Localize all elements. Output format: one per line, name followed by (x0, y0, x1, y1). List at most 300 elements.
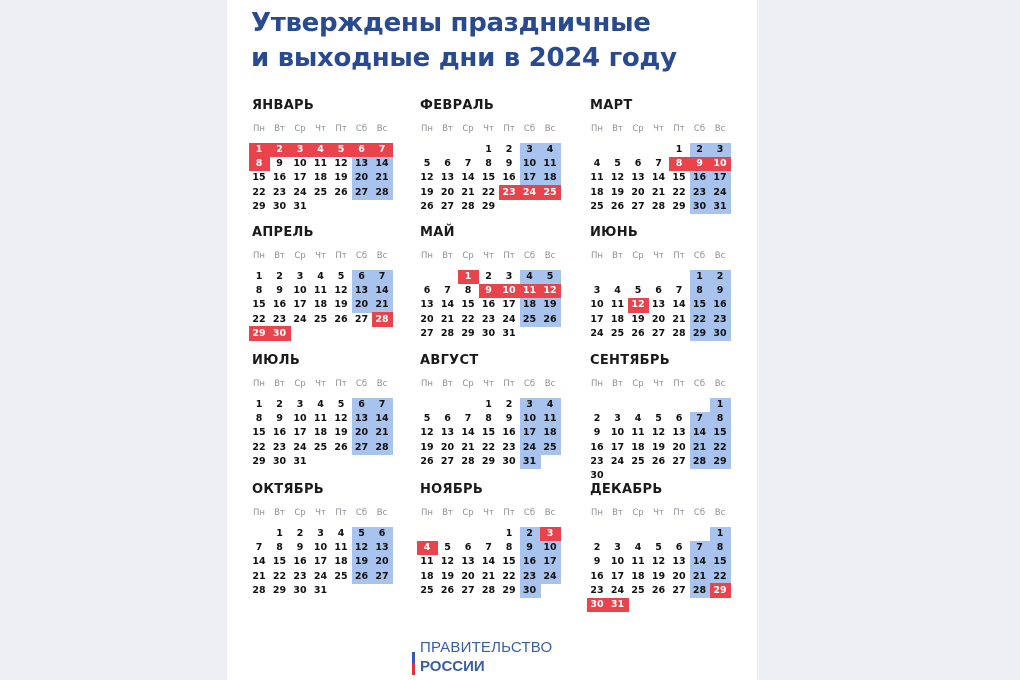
calendar-day: 20 (420, 313, 434, 325)
weekday-label: Ср (462, 379, 474, 389)
calendar-day: 31 (293, 455, 307, 467)
calendar-day: 2 (276, 271, 283, 282)
calendar-day: 30 (522, 584, 537, 596)
calendar-day: 14 (375, 285, 389, 297)
calendar-day: 2 (716, 271, 724, 282)
calendar-day: 28 (672, 327, 686, 339)
month-name: СЕНТЯБРЬ (590, 353, 670, 368)
month-1 (249, 98, 399, 218)
calendar-day: 11 (543, 413, 557, 425)
calendar-day: 27 (440, 455, 455, 467)
calendar-day: 23 (692, 186, 707, 198)
calendar-day: 3 (614, 413, 621, 425)
calendar-day: 26 (651, 455, 666, 467)
calendar-day: 1 (675, 144, 683, 155)
calendar-day: 31 (610, 599, 625, 610)
calendar-day: 4 (546, 144, 554, 155)
calendar-day: 5 (614, 158, 621, 170)
calendar-day: 18 (543, 172, 557, 184)
calendar-day: 12 (354, 542, 369, 554)
calendar-day: 27 (354, 186, 369, 198)
calendar-day: 28 (375, 313, 389, 325)
calendar-day: 30 (272, 455, 287, 467)
calendar-day: 28 (651, 200, 666, 212)
logo-line-2: РОССИИ (420, 658, 485, 675)
calendar-day: 14 (651, 172, 666, 184)
weekday-label: Пт (673, 508, 685, 518)
calendar-day: 18 (313, 427, 328, 439)
calendar-day: 22 (252, 441, 266, 453)
calendar-day: 5 (655, 542, 662, 554)
calendar-day: 25 (590, 200, 604, 212)
calendar-day: 20 (672, 441, 686, 453)
calendar-day: 21 (651, 186, 666, 198)
calendar-day: 11 (543, 158, 557, 170)
calendar-day: 10 (522, 158, 537, 170)
month-name: ФЕВРАЛЬ (420, 98, 495, 113)
calendar-day: 27 (354, 313, 369, 325)
calendar-day: 5 (423, 413, 431, 425)
calendar-day: 19 (420, 186, 434, 198)
calendar-day: 31 (313, 584, 328, 596)
calendar-day: 10 (293, 158, 307, 170)
calendar-day: 29 (272, 584, 287, 596)
calendar-day: 3 (526, 399, 533, 410)
calendar-day: 29 (252, 327, 266, 339)
calendar-day: 2 (505, 399, 513, 410)
calendar-day: 8 (716, 542, 724, 554)
weekday-label: Чт (653, 379, 664, 389)
calendar-day: 21 (375, 172, 389, 184)
calendar-day: 15 (461, 299, 475, 311)
calendar-day: 8 (716, 413, 724, 425)
calendar-day: 8 (255, 285, 263, 297)
calendar-day: 18 (334, 556, 348, 568)
calendar-day: 4 (526, 271, 533, 282)
calendar-day: 23 (293, 570, 307, 582)
calendar-day: 2 (505, 144, 513, 155)
calendar-day: 21 (461, 186, 475, 198)
calendar-day: 17 (610, 441, 625, 453)
calendar-day: 5 (634, 285, 642, 297)
calendar-day: 14 (461, 172, 475, 184)
calendar-day: 8 (485, 158, 492, 170)
calendar-day: 21 (481, 570, 496, 582)
month-name: НОЯБРЬ (420, 482, 484, 497)
calendar-day: 12 (610, 172, 625, 184)
weekday-label: Сб (693, 379, 706, 389)
weekday-label: Ср (632, 379, 644, 389)
weekday-label: Сб (523, 379, 536, 389)
calendar-day: 7 (696, 542, 703, 554)
calendar-day: 21 (672, 313, 686, 325)
weekday-label: Пн (421, 251, 433, 261)
calendar-day: 7 (675, 285, 683, 297)
calendar-day: 23 (272, 441, 287, 453)
calendar-day: 3 (546, 528, 554, 539)
calendar-day: 8 (485, 413, 492, 425)
calendar-card (227, 0, 757, 680)
month-name: ИЮНЬ (590, 225, 639, 240)
calendar-day: 9 (716, 285, 724, 297)
calendar-day: 2 (276, 144, 283, 155)
title-line-1: Утверждены праздничные (251, 8, 651, 38)
calendar-day: 12 (334, 158, 348, 170)
calendar-day: 3 (614, 542, 621, 554)
calendar-day: 26 (631, 327, 645, 339)
weekday-label: Вс (544, 379, 556, 389)
calendar-day: 22 (461, 313, 475, 325)
calendar-day: 7 (378, 144, 386, 155)
calendar-day: 4 (614, 285, 621, 297)
calendar-day: 10 (610, 556, 625, 568)
calendar-day: 19 (651, 570, 666, 582)
calendar-day: 5 (358, 528, 365, 539)
weekday-label: Вт (612, 379, 623, 389)
calendar-day: 2 (485, 271, 492, 282)
weekday-label: Чт (653, 124, 664, 134)
calendar-day: 7 (378, 399, 386, 410)
calendar-day: 15 (481, 427, 496, 439)
calendar-day: 22 (481, 441, 496, 453)
calendar-day: 12 (543, 285, 557, 297)
calendar-day: 26 (543, 313, 557, 325)
calendar-day: 15 (692, 299, 707, 311)
calendar-day: 19 (354, 556, 369, 568)
calendar-day: 7 (464, 413, 472, 425)
calendar-day: 11 (610, 299, 625, 311)
weekday-label: Вт (612, 124, 623, 134)
calendar-day: 3 (317, 528, 324, 539)
calendar-day: 7 (444, 285, 451, 297)
calendar-day: 23 (590, 584, 604, 596)
weekday-label: Пт (335, 508, 347, 518)
calendar-day: 26 (610, 200, 625, 212)
calendar-day: 19 (334, 172, 348, 184)
calendar-day: 4 (593, 158, 601, 170)
calendar-day: 17 (543, 556, 557, 568)
weekday-label: Сб (355, 251, 368, 261)
calendar-day: 24 (610, 584, 625, 596)
calendar-day: 8 (464, 285, 472, 297)
calendar-day: 23 (713, 313, 727, 325)
calendar-day: 28 (692, 584, 707, 596)
month-10 (249, 482, 399, 602)
weekday-label: Ср (462, 251, 474, 261)
calendar-day: 16 (481, 299, 496, 311)
calendar-day: 17 (522, 172, 537, 184)
calendar-day: 30 (502, 455, 516, 467)
calendar-day: 28 (692, 455, 707, 467)
calendar-day: 18 (420, 570, 434, 582)
calendar-day: 14 (461, 427, 475, 439)
calendar-day: 1 (696, 271, 703, 282)
calendar-day: 26 (440, 584, 455, 596)
weekday-label: Пт (503, 508, 515, 518)
calendar-day: 7 (696, 413, 703, 425)
calendar-day: 13 (672, 427, 686, 439)
calendar-day: 23 (272, 186, 287, 198)
calendar-day: 8 (255, 158, 263, 170)
month-name: МАЙ (420, 225, 455, 240)
calendar-day: 19 (440, 570, 455, 582)
calendar-day: 17 (502, 299, 516, 311)
weekday-label: Чт (483, 379, 494, 389)
calendar-day: 25 (313, 441, 328, 453)
calendar-day: 24 (522, 441, 537, 453)
calendar-day: 30 (590, 599, 604, 610)
calendar-day: 17 (313, 556, 328, 568)
weekday-label: Вт (274, 379, 285, 389)
weekday-label: Вс (714, 251, 726, 261)
weekday-label: Сб (355, 124, 368, 134)
weekday-label: Чт (315, 251, 326, 261)
calendar-day: 8 (696, 285, 703, 297)
calendar-day: 25 (631, 455, 645, 467)
calendar-day: 3 (505, 271, 513, 282)
flag-stripe-icon (412, 641, 415, 675)
calendar-day: 27 (461, 584, 475, 596)
calendar-day: 16 (522, 556, 537, 568)
weekday-label: Пт (335, 251, 347, 261)
month-name: АВГУСТ (420, 353, 479, 368)
calendar-day: 24 (502, 313, 516, 325)
calendar-day: 25 (631, 584, 645, 596)
calendar-day: 24 (590, 327, 604, 339)
calendar-day: 28 (375, 441, 389, 453)
calendar-day: 15 (481, 172, 496, 184)
calendar-day: 24 (522, 186, 537, 198)
calendar-day: 22 (252, 186, 266, 198)
calendar-day: 10 (502, 285, 516, 297)
weekday-label: Пн (253, 124, 265, 134)
calendar-day: 5 (546, 271, 554, 282)
weekday-label: Вс (544, 508, 556, 518)
calendar-day: 11 (522, 285, 537, 297)
weekday-label: Ср (294, 508, 306, 518)
calendar-day: 22 (713, 570, 727, 582)
calendar-day: 8 (276, 542, 283, 554)
calendar-day: 13 (354, 413, 369, 425)
weekday-label: Вс (714, 379, 726, 389)
calendar-day: 30 (590, 470, 604, 481)
calendar-day: 6 (675, 413, 683, 425)
calendar-day: 2 (593, 413, 601, 425)
weekday-label: Вс (376, 124, 388, 134)
weekday-label: Ср (294, 251, 306, 261)
weekday-label: Чт (653, 508, 664, 518)
month-12 (587, 482, 737, 610)
calendar-day: 15 (672, 172, 686, 184)
calendar-day: 27 (651, 327, 666, 339)
calendar-day: 20 (354, 172, 369, 184)
month-name: МАРТ (590, 98, 633, 113)
calendar-day: 13 (440, 172, 455, 184)
calendar-day: 30 (481, 327, 496, 339)
calendar-day: 9 (526, 542, 533, 554)
calendar-day: 24 (713, 186, 727, 198)
weekday-label: Пн (591, 124, 603, 134)
calendar-day: 15 (713, 556, 727, 568)
calendar-day: 25 (334, 570, 348, 582)
weekday-label: Вт (442, 379, 453, 389)
month-2 (417, 98, 567, 218)
calendar-day: 9 (276, 413, 283, 425)
calendar-day: 28 (440, 327, 455, 339)
calendar-day: 16 (692, 172, 707, 184)
calendar-day: 3 (296, 399, 304, 410)
calendar-day: 3 (526, 144, 533, 155)
weekday-label: Пн (253, 508, 265, 518)
calendar-day: 3 (716, 144, 724, 155)
calendar-day: 5 (337, 271, 345, 282)
calendar-day: 28 (252, 584, 266, 596)
calendar-day: 6 (358, 399, 365, 410)
calendar-day: 22 (713, 441, 727, 453)
month-name: АПРЕЛЬ (252, 225, 314, 240)
calendar-day: 12 (334, 413, 348, 425)
weekday-label: Пт (335, 379, 347, 389)
calendar-day: 26 (334, 313, 348, 325)
calendar-day: 9 (505, 413, 513, 425)
calendar-day: 20 (375, 556, 389, 568)
calendar-day: 21 (252, 570, 266, 582)
weekday-label: Пн (591, 379, 603, 389)
calendar-day: 12 (334, 285, 348, 297)
calendar-day: 29 (461, 327, 475, 339)
calendar-day: 16 (272, 172, 287, 184)
calendar-day: 26 (420, 200, 434, 212)
calendar-day: 22 (672, 186, 686, 198)
calendar-day: 24 (313, 570, 328, 582)
month-3 (587, 98, 737, 218)
calendar-day: 31 (713, 200, 727, 212)
calendar-day: 27 (440, 200, 455, 212)
calendar-day: 17 (293, 172, 307, 184)
calendar-day: 1 (505, 528, 513, 539)
weekday-label: Вт (612, 251, 623, 261)
calendar-day: 30 (713, 327, 727, 339)
calendar-day: 6 (634, 158, 642, 170)
weekday-label: Вс (714, 124, 726, 134)
calendar-day: 18 (631, 441, 645, 453)
calendar-day: 20 (672, 570, 686, 582)
calendar-day: 3 (296, 144, 304, 155)
weekday-label: Пт (503, 379, 515, 389)
calendar-day: 15 (502, 556, 516, 568)
calendar-day: 4 (317, 144, 324, 155)
calendar-day: 11 (313, 413, 328, 425)
weekday-label: Пн (591, 508, 603, 518)
calendar-day: 9 (276, 285, 283, 297)
calendar-day: 17 (293, 427, 307, 439)
calendar-day: 16 (590, 441, 604, 453)
weekday-label: Сб (693, 508, 706, 518)
calendar-day: 29 (502, 584, 516, 596)
weekday-label: Сб (355, 379, 368, 389)
calendar-day: 31 (522, 455, 537, 467)
page-title (251, 6, 677, 76)
calendar-day: 25 (420, 584, 434, 596)
calendar-day: 6 (464, 542, 472, 554)
title-line-2: и выходные дни в 2024 году (251, 43, 677, 73)
calendar-day: 13 (440, 427, 455, 439)
calendar-day: 11 (313, 285, 328, 297)
calendar-day: 13 (672, 556, 686, 568)
month-11 (417, 482, 567, 602)
calendar-day: 21 (692, 441, 707, 453)
logo-line-1: ПРАВИТЕЛЬСТВО (420, 639, 553, 656)
weekday-label: Пн (421, 124, 433, 134)
calendar-day: 13 (651, 299, 666, 311)
calendar-day: 31 (293, 200, 307, 212)
month-7 (249, 353, 399, 473)
calendar-day: 13 (631, 172, 645, 184)
calendar-day: 29 (692, 327, 707, 339)
month-6 (587, 225, 737, 345)
calendar-day: 2 (296, 528, 304, 539)
weekday-label: Чт (315, 124, 326, 134)
weekday-label: Ср (632, 251, 644, 261)
calendar-day: 28 (461, 200, 475, 212)
calendar-day: 15 (252, 427, 266, 439)
weekday-label: Ср (632, 508, 644, 518)
calendar-day: 14 (692, 556, 707, 568)
calendar-day: 10 (293, 413, 307, 425)
calendar-day: 1 (464, 271, 472, 282)
weekday-label: Сб (355, 508, 368, 518)
calendar-day: 29 (252, 200, 266, 212)
calendar-day: 22 (272, 570, 287, 582)
calendar-day: 8 (255, 413, 263, 425)
calendar-day: 16 (293, 556, 307, 568)
calendar-day: 17 (610, 570, 625, 582)
calendar-day: 5 (444, 542, 451, 554)
calendar-day: 4 (546, 399, 554, 410)
calendar-day: 25 (313, 186, 328, 198)
calendar-day: 5 (655, 413, 662, 425)
calendar-day: 10 (313, 542, 328, 554)
calendar-day: 29 (672, 200, 686, 212)
calendar-day: 22 (481, 186, 496, 198)
calendar-day: 3 (296, 271, 304, 282)
calendar-day: 25 (543, 441, 557, 453)
calendar-day: 20 (440, 186, 455, 198)
calendar-day: 9 (593, 427, 601, 439)
calendar-day: 30 (692, 200, 707, 212)
calendar-day: 6 (444, 158, 451, 170)
weekday-label: Вс (376, 251, 388, 261)
calendar-day: 12 (651, 556, 666, 568)
month-name: ИЮЛЬ (252, 353, 301, 368)
calendar-day: 12 (631, 299, 645, 311)
calendar-day: 24 (293, 441, 307, 453)
calendar-day: 16 (590, 570, 604, 582)
calendar-day: 4 (317, 399, 324, 410)
calendar-day: 20 (651, 313, 666, 325)
calendar-day: 21 (692, 570, 707, 582)
calendar-day: 13 (461, 556, 475, 568)
calendar-day: 6 (423, 285, 431, 297)
calendar-day: 18 (313, 172, 328, 184)
calendar-day: 22 (692, 313, 707, 325)
weekday-label: Вт (442, 251, 453, 261)
weekday-label: Чт (483, 124, 494, 134)
calendar-day: 14 (440, 299, 455, 311)
weekday-label: Пн (253, 379, 265, 389)
calendar-day: 23 (502, 441, 516, 453)
calendar-day: 1 (485, 144, 492, 155)
